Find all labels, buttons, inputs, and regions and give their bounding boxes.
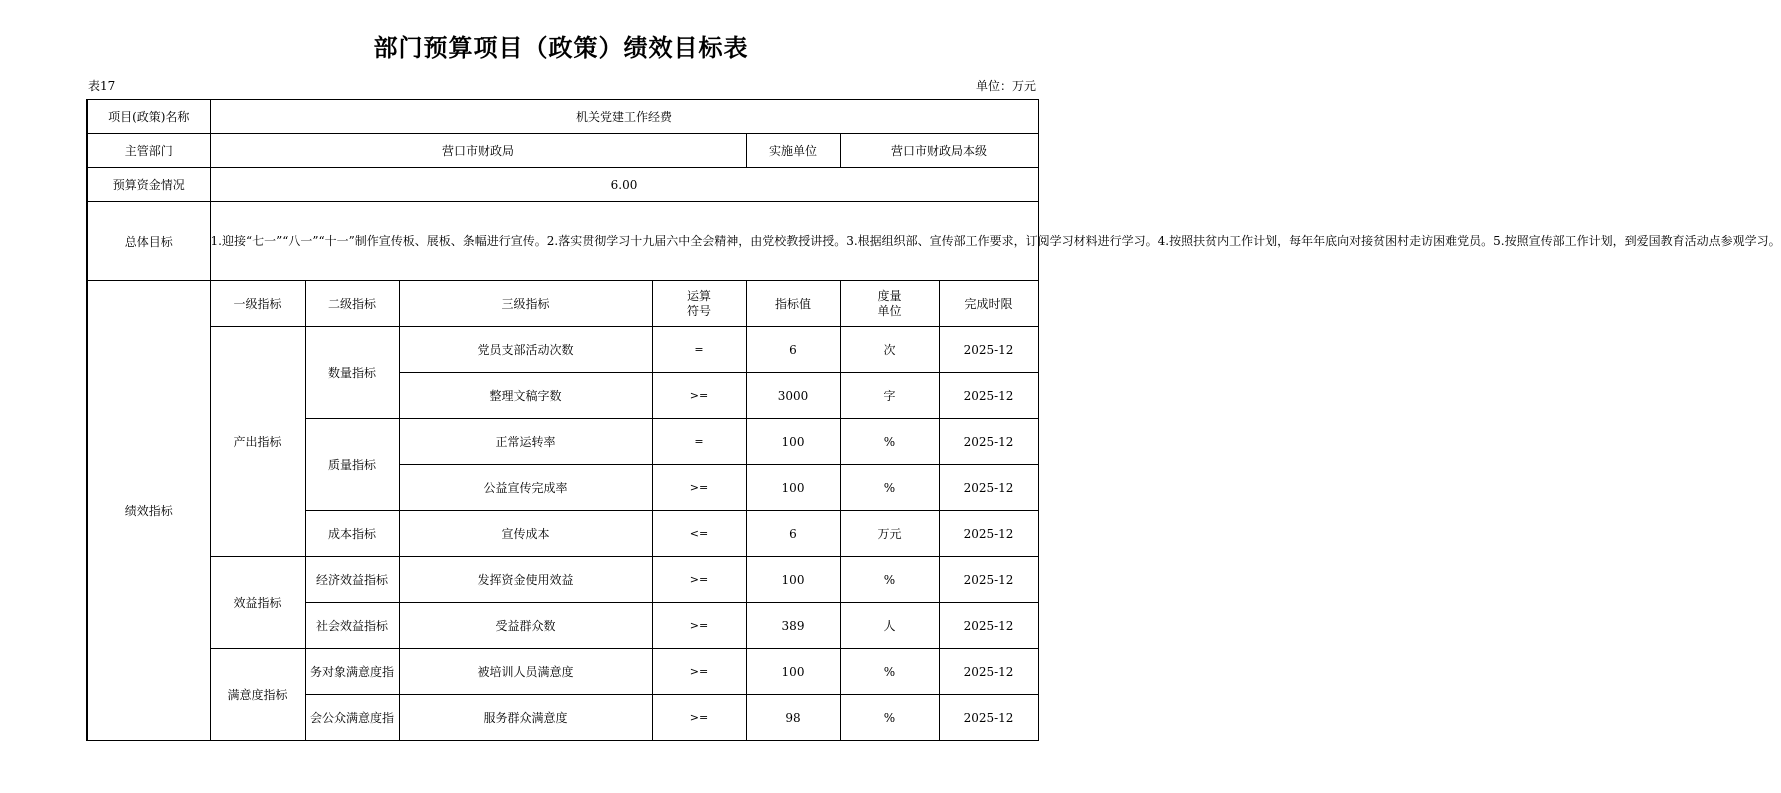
project-name-row xyxy=(87,100,1038,134)
header-operator-line1: 运算 xyxy=(686,288,711,303)
table-row xyxy=(87,649,1038,695)
indicator-operator: <= xyxy=(652,511,746,557)
indicator-name: 发挥资金使用效益 xyxy=(399,557,652,603)
indicator-deadline: 2025-12 xyxy=(939,649,1038,695)
indicator-unit: 次 xyxy=(840,327,939,373)
header-value: 指标值 xyxy=(746,281,840,327)
department-row xyxy=(87,134,1038,168)
indicator-deadline: 2025-12 xyxy=(939,327,1038,373)
indicator-deadline: 2025-12 xyxy=(939,419,1038,465)
indicator-unit: 字 xyxy=(840,373,939,419)
indicator-value: 100 xyxy=(746,419,840,465)
budget-label: 预算资金情况 xyxy=(87,168,210,202)
header-deadline: 完成时限 xyxy=(939,281,1038,327)
table-row xyxy=(87,327,1038,373)
indicator-value: 6 xyxy=(746,327,840,373)
budget-value: 6.00 xyxy=(210,168,1038,202)
indicator-header-row xyxy=(87,281,1038,327)
header-unit-line1: 度量 xyxy=(877,288,902,303)
indicator-deadline: 2025-12 xyxy=(939,695,1038,741)
header-unit-line2: 单位 xyxy=(877,303,902,318)
indicator-operator: = xyxy=(652,327,746,373)
indicator-operator: >= xyxy=(652,557,746,603)
indicator-operator: >= xyxy=(652,603,746,649)
indicator-unit: 万元 xyxy=(840,511,939,557)
indicator-unit: % xyxy=(840,649,939,695)
currency-unit: 单位：万元 xyxy=(975,79,1036,93)
perf-label: 绩效指标 xyxy=(87,281,210,741)
impl-unit-label: 实施单位 xyxy=(746,134,840,168)
group-satisfaction: 满意度指标 xyxy=(210,649,305,741)
indicator-deadline: 2025-12 xyxy=(939,465,1038,511)
indicator-name: 党员支部活动次数 xyxy=(399,327,652,373)
indicator-name: 公益宣传完成率 xyxy=(399,465,652,511)
header-operator-line2: 符号 xyxy=(686,303,711,318)
header-unit xyxy=(840,281,939,327)
indicator-unit: 人 xyxy=(840,603,939,649)
indicator-operator: = xyxy=(652,419,746,465)
indicator-value: 100 xyxy=(746,557,840,603)
group-quantity: 数量指标 xyxy=(305,327,399,419)
indicator-deadline: 2025-12 xyxy=(939,511,1038,557)
group-cost: 成本指标 xyxy=(305,511,399,557)
header-level3: 三级指标 xyxy=(399,281,652,327)
performance-target-table xyxy=(86,99,1781,741)
group-benefit: 效益指标 xyxy=(210,557,305,649)
header-operator xyxy=(652,281,746,327)
goal-label: 总体目标 xyxy=(87,202,210,281)
header-level1: 一级指标 xyxy=(210,281,305,327)
indicator-unit: % xyxy=(840,465,939,511)
goal-text: 1.迎接“七一”“八一”“十一”制作宣传板、展板、条幅进行宣传。2.落实贯彻学习十九届六中全会精神，由党校教授讲授。3.根据组织部、宣传部工作要求，订阅学习材料进行学习。4.按照扶贫内工作计划，每年年底向对接贫困村走访困难党员。5.按照宣传部工作计划，到爱国教育活动点参观学习。 xyxy=(210,202,1038,281)
indicator-operator: >= xyxy=(652,373,746,419)
indicator-value: 6 xyxy=(746,511,840,557)
dept-value: 营口市财政局 xyxy=(210,134,746,168)
table-row xyxy=(87,557,1038,603)
form-number: 表17 xyxy=(88,79,116,93)
indicator-deadline: 2025-12 xyxy=(939,373,1038,419)
indicator-name: 宣传成本 xyxy=(399,511,652,557)
indicator-name: 服务群众满意度 xyxy=(399,695,652,741)
header-level2: 二级指标 xyxy=(305,281,399,327)
indicator-value: 3000 xyxy=(746,373,840,419)
budget-row xyxy=(87,168,1038,202)
group-quality: 质量指标 xyxy=(305,419,399,511)
indicator-value: 98 xyxy=(746,695,840,741)
indicator-name: 正常运转率 xyxy=(399,419,652,465)
project-name-label: 项目(政策)名称 xyxy=(87,100,210,134)
indicator-unit: % xyxy=(840,695,939,741)
indicator-unit: % xyxy=(840,557,939,603)
page-title: 部门预算项目（政策）绩效目标表 xyxy=(373,33,749,62)
indicator-value: 100 xyxy=(746,465,840,511)
goal-row xyxy=(87,202,1038,281)
project-name-value: 机关党建工作经费 xyxy=(210,100,1038,134)
group-economic: 经济效益指标 xyxy=(305,557,399,603)
group-service-object: 务对象满意度指 xyxy=(305,649,399,695)
dept-label: 主管部门 xyxy=(87,134,210,168)
indicator-value: 389 xyxy=(746,603,840,649)
indicator-operator: >= xyxy=(652,695,746,741)
indicator-deadline: 2025-12 xyxy=(939,603,1038,649)
indicator-name: 被培训人员满意度 xyxy=(399,649,652,695)
indicator-operator: >= xyxy=(652,465,746,511)
indicator-unit: % xyxy=(840,419,939,465)
group-output: 产出指标 xyxy=(210,327,305,557)
indicator-deadline: 2025-12 xyxy=(939,557,1038,603)
indicator-value: 100 xyxy=(746,649,840,695)
indicator-name: 整理文稿字数 xyxy=(399,373,652,419)
impl-unit-value: 营口市财政局本级 xyxy=(840,134,1038,168)
group-public: 会公众满意度指 xyxy=(305,695,399,741)
indicator-name: 受益群众数 xyxy=(399,603,652,649)
group-social: 社会效益指标 xyxy=(305,603,399,649)
indicator-operator: >= xyxy=(652,649,746,695)
